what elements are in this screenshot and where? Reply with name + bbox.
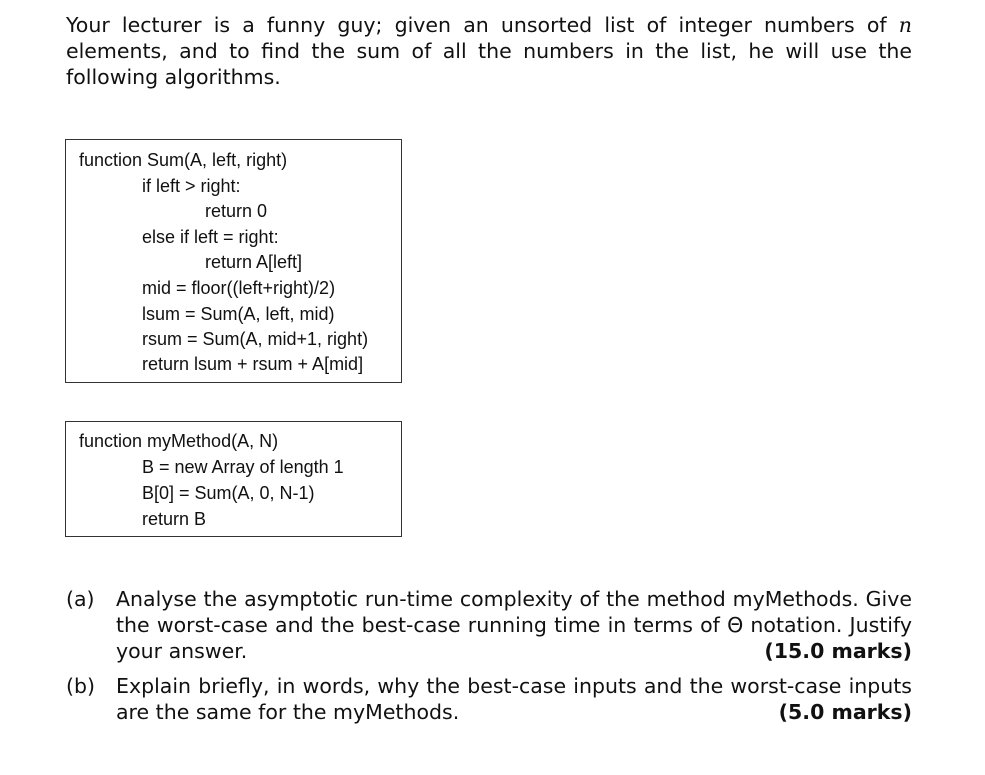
code-line: function Sum(A, left, right) — [79, 150, 288, 170]
code-line: if left > right: — [142, 176, 241, 196]
code-line: else if left = right: — [142, 227, 279, 247]
intro-text-part2: elements, and to find the sum of all the numbers in the list, he will use the following algorithms. — [66, 39, 912, 89]
question-label: (a) — [66, 587, 95, 611]
question-b — [66, 673, 912, 725]
code-line: function myMethod(A, N) — [79, 431, 279, 451]
mymethod-function-code-box — [65, 421, 402, 537]
question-text: Analyse the asymptotic run-time complexity of the method myMethods. Give the worst-case and the best-case running time in terms of Θ notation. Justify your answer. — [116, 587, 912, 663]
code-line: return A[left] — [205, 252, 303, 272]
intro-variable-n: n — [898, 13, 912, 37]
question-a — [66, 586, 912, 664]
question-marks: (15.0 marks) — [764, 639, 912, 663]
code-line: lsum = Sum(A, left, mid) — [142, 304, 335, 324]
intro-paragraph — [66, 12, 912, 90]
code-line: return B — [142, 509, 207, 529]
code-line: B = new Array of length 1 — [142, 457, 344, 477]
code-line: return 0 — [205, 201, 268, 221]
code-line: return lsum + rsum + A[mid] — [142, 354, 364, 374]
question-marks: (5.0 marks) — [778, 700, 912, 724]
code-line: rsum = Sum(A, mid+1, right) — [142, 329, 369, 349]
sum-function-code-box — [65, 139, 402, 383]
code-line: mid = floor((left+right)/2) — [142, 278, 336, 298]
question-text: Explain briefly, in words, why the best-case inputs and the worst-case inputs are the same for the myMethods. — [116, 674, 912, 724]
question-label: (b) — [66, 674, 96, 698]
code-line: B[0] = Sum(A, 0, N-1) — [142, 483, 315, 503]
intro-text-part1: Your lecturer is a funny guy; given an unsorted list of integer numbers of — [66, 13, 899, 37]
